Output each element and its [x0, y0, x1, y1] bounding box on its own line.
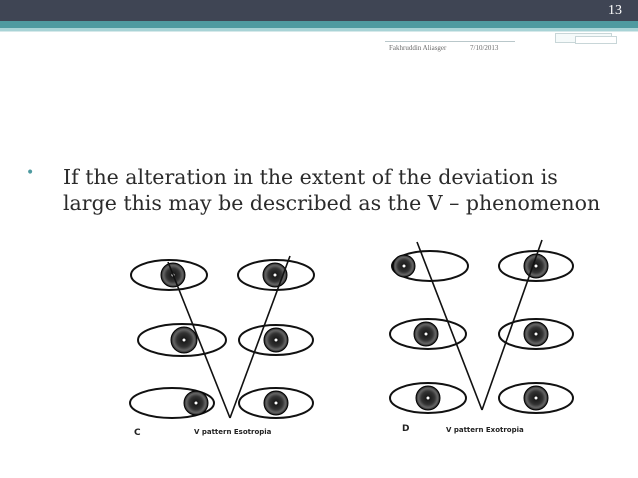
panel-d-caption: V pattern Exotropia [446, 426, 524, 434]
panel-c-eyes [130, 256, 314, 418]
footer-divider [385, 41, 515, 42]
footer-date: 7/10/2013 [470, 44, 499, 52]
top-title-bar [0, 0, 638, 21]
bullet-text: If the alteration in the extent of the deviation is large this may be described as the V – phenomenon [63, 165, 601, 215]
bullet-dot-icon: • [26, 165, 35, 181]
decorative-tab-inner [575, 36, 617, 44]
footer-author: Fakhruddin Aliasger [389, 44, 447, 52]
panel-d-eyes [390, 240, 573, 413]
slide-number: 13 [608, 3, 622, 18]
v-pattern-diagram [120, 238, 580, 448]
panel-d-letter: D [402, 424, 410, 434]
panel-c-letter: C [134, 428, 141, 438]
panel-c-caption: V pattern Esotropia [194, 428, 272, 436]
v-pattern-figure [120, 238, 580, 448]
accent-band [0, 21, 638, 28]
accent-band-thin [0, 31, 638, 32]
